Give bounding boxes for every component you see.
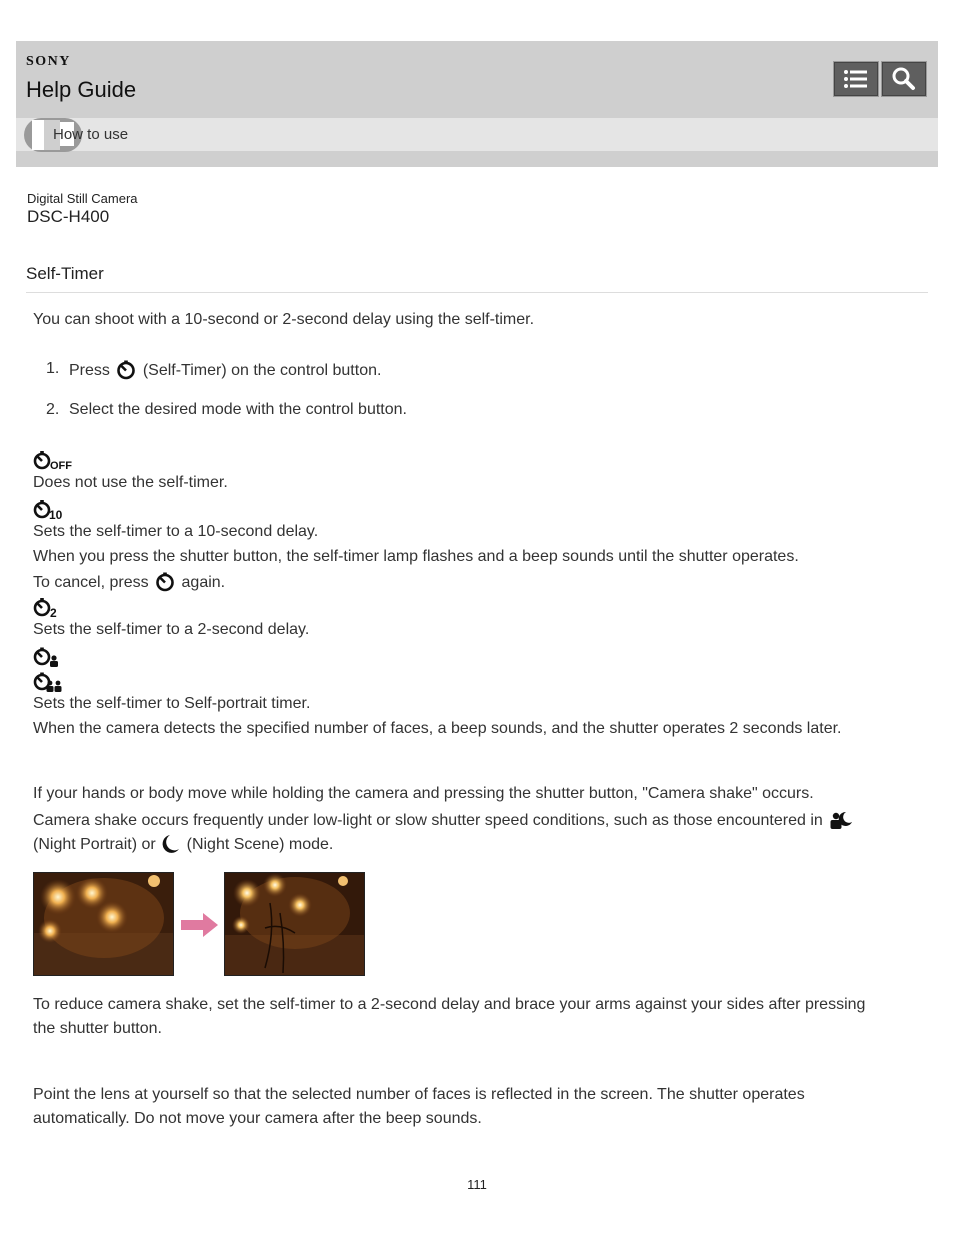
step-1 — [69, 360, 381, 380]
mode-portrait-desc-2: When the camera detects the specified number of faces, a beep sounds, and the shutter operates 2 seconds later. — [33, 720, 842, 737]
step-2-number: 2. — [46, 401, 60, 418]
help-guide-title[interactable]: Help Guide — [26, 77, 137, 102]
shake-line-3 — [33, 834, 333, 854]
search-icon — [891, 67, 917, 91]
reduce-shake-line-2: the shutter button. — [33, 1020, 162, 1037]
list-icon — [843, 67, 869, 91]
self-timer-10-icon — [33, 499, 65, 526]
portrait-note-line-2: automatically. Do not move your camera after the beep sounds. — [33, 1110, 482, 1127]
arrow-right-icon — [181, 912, 219, 943]
self-timer-off-icon-label: OFF — [50, 460, 72, 472]
shake-line-1: If your hands or body move while holding the camera and pressing the shutter button, "Camera shake" occurs. — [33, 785, 814, 802]
mode-portrait-desc-1: Sets the self-timer to Self-portrait timer. — [33, 695, 311, 712]
mode-2-desc: Sets the self-timer to a 2-second delay. — [33, 621, 310, 638]
step-1-text-before: Press — [69, 362, 110, 379]
mode-10-cancel-before: To cancel, press — [33, 574, 149, 591]
breadcrumb-how-to-use[interactable]: How to use — [53, 126, 129, 143]
help-guide-header — [16, 41, 938, 167]
self-timer-icon — [116, 360, 136, 380]
shake-line-3b: (Night Scene) mode. — [186, 836, 334, 853]
search-button[interactable] — [881, 61, 927, 97]
shake-line-2-text: Camera shake occurs frequently under low-light or slow shutter speed conditions, such as those encountered in — [33, 812, 823, 829]
shake-line-3a: (Night Portrait) or — [33, 836, 156, 853]
reduce-shake-line-1: To reduce camera shake, set the self-timer to a 2-second delay and brace your arms against your sides after pressing — [33, 996, 866, 1013]
self-timer-10-icon-label: 10 — [49, 508, 63, 521]
self-timer-2-icon — [33, 597, 61, 624]
sharp-photo-example — [224, 872, 365, 976]
night-portrait-icon — [829, 810, 853, 830]
page-number: 111 — [467, 1177, 487, 1192]
product-model: DSC-H400 — [27, 207, 110, 226]
mode-10-cancel — [33, 572, 225, 592]
shake-line-2 — [33, 810, 855, 830]
mode-10-desc-1: Sets the self-timer to a 10-second delay. — [33, 523, 319, 540]
step-1-number: 1. — [46, 360, 60, 377]
toc-button[interactable] — [833, 61, 879, 97]
breadcrumb-band — [16, 118, 938, 151]
mode-10-cancel-after: again. — [181, 574, 226, 591]
self-timer-off-icon — [33, 450, 73, 477]
page-title: Self-Timer — [26, 264, 104, 283]
title-divider — [26, 292, 928, 293]
self-timer-2-icon-label: 2 — [50, 606, 57, 619]
night-scene-icon — [162, 834, 180, 854]
step-2-text: Select the desired mode with the control button. — [69, 401, 407, 418]
mode-10-desc-2: When you press the shutter button, the self-timer lamp flashes and a beep sounds until the shutter operates. — [33, 548, 799, 565]
self-timer-icon — [155, 572, 175, 592]
blurred-photo-example — [33, 872, 174, 976]
mode-off-desc: Does not use the self-timer. — [33, 474, 228, 491]
product-category: Digital Still Camera — [27, 191, 138, 206]
step-1-text-after: (Self-Timer) on the control button. — [142, 362, 382, 379]
self-portrait-one-person-icon — [33, 647, 61, 673]
portrait-note-line-1: Point the lens at yourself so that the selected number of faces is reflected in the screen. The shutter operates — [33, 1086, 805, 1103]
intro-text: You can shoot with a 10-second or 2-second delay using the self-timer. — [33, 311, 535, 328]
sony-logo: SONY — [26, 54, 71, 69]
